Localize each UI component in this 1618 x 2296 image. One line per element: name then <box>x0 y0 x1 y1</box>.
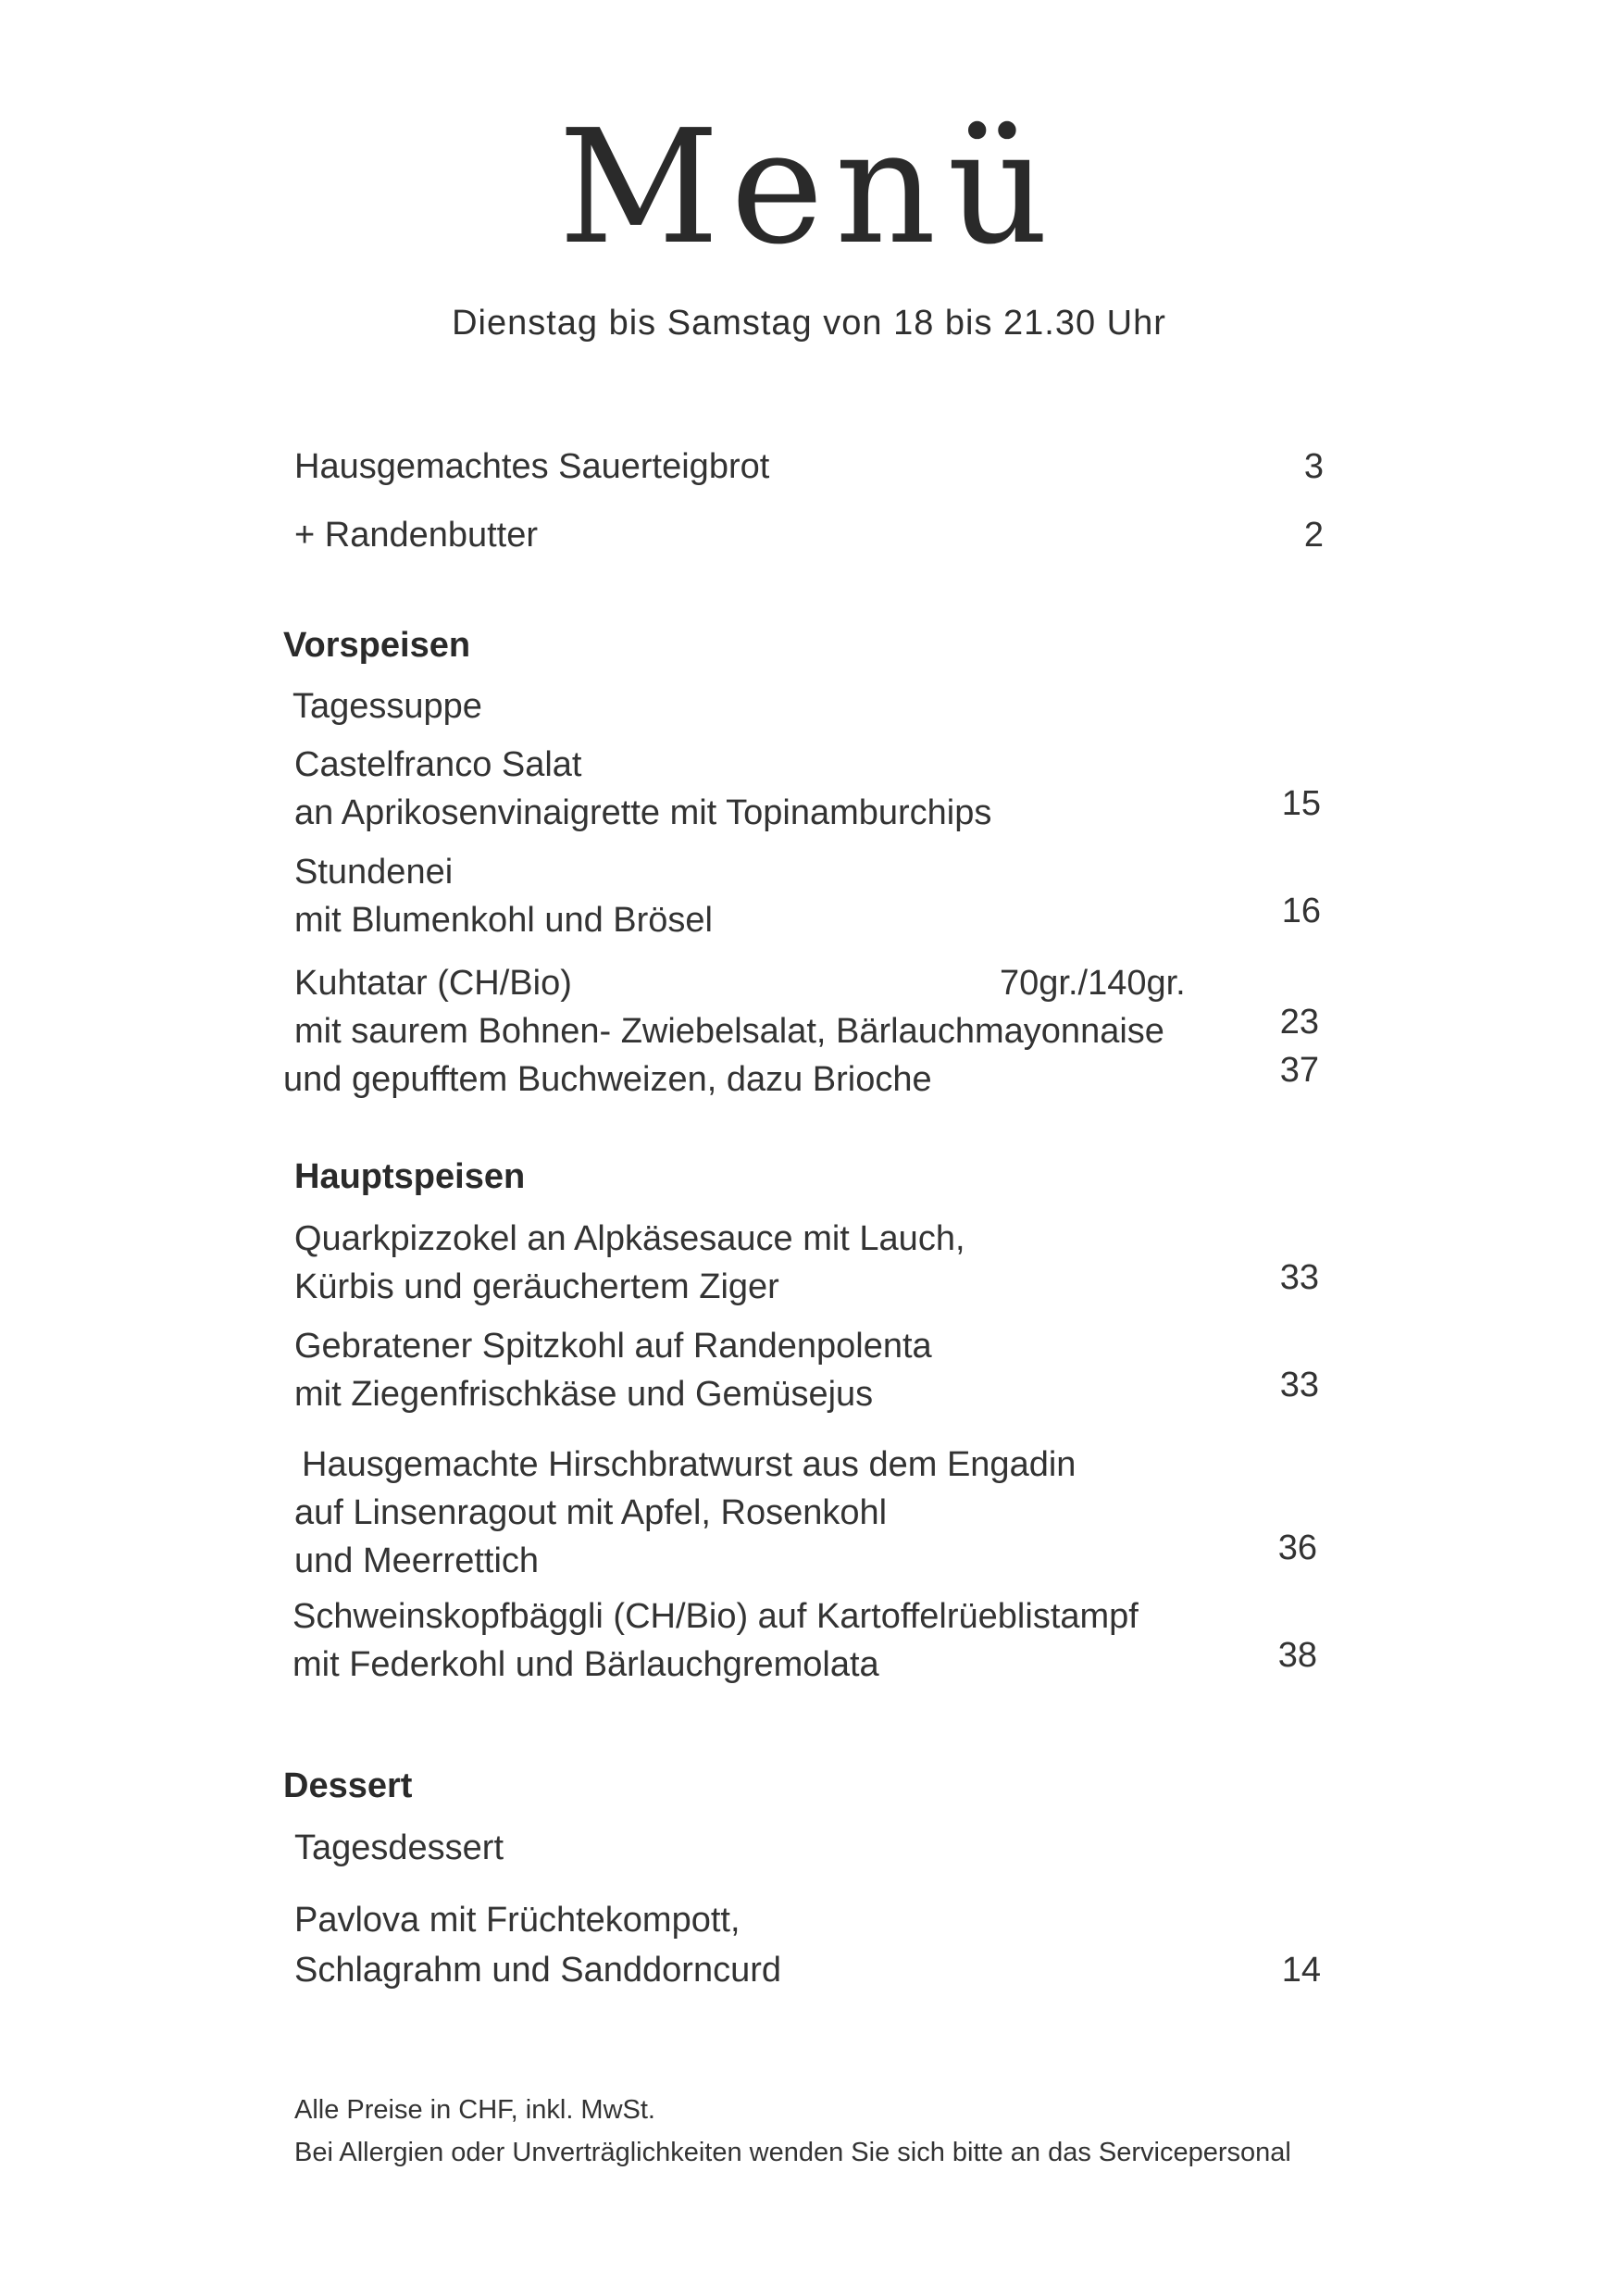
menu-item-price: 14 <box>1281 1951 1321 1990</box>
menu-item-tagessuppe: Tagessuppe <box>292 687 482 726</box>
menu-item-price: 15 <box>1281 784 1321 823</box>
menu-item-line: Pavlova mit Früchtekompott, <box>294 1901 741 1940</box>
menu-item-tagesdessert: Tagesdessert <box>294 1828 504 1867</box>
menu-item-price: 33 <box>1279 1366 1319 1404</box>
menu-item-description: Schlagrahm und Sanddorncurd <box>294 1951 782 1990</box>
prices-note: Alle Preise in CHF, inkl. MwSt. <box>294 2095 655 2125</box>
menu-item-price-small: 23 <box>1279 1003 1319 1042</box>
menu-item-line: Gebratener Spitzkohl auf Randenpolenta <box>294 1327 932 1366</box>
menu-item-price: 33 <box>1279 1258 1319 1297</box>
section-heading-hauptspeisen: Hauptspeisen <box>294 1157 526 1196</box>
menu-item-line: Stundenei <box>294 853 454 892</box>
section-heading-vorspeisen: Vorspeisen <box>283 626 471 665</box>
menu-item-portion-size: 70gr./140gr. <box>1000 964 1186 1003</box>
menu-item-description: mit Ziegenfrischkäse und Gemüsejus <box>294 1375 874 1414</box>
menu-item-description: mit Blumenkohl und Brösel <box>294 901 713 940</box>
menu-item-line: Castelfranco Salat <box>294 745 582 784</box>
menu-item-line: Kuhtatar (CH/Bio) <box>294 964 572 1003</box>
opening-hours: Dienstag bis Samstag von 18 bis 21.30 Uhr <box>452 304 1166 343</box>
menu-item-description: Kürbis und geräuchertem Ziger <box>294 1267 779 1306</box>
menu-title: Menü <box>558 96 1060 280</box>
bread-item-price: 3 <box>1303 447 1324 486</box>
menu-item-price: 38 <box>1277 1636 1317 1675</box>
menu-item-line: Schweinskopfbäggli (CH/Bio) auf Kartoffelrüeblistampf <box>292 1597 1139 1636</box>
butter-item-name: + Randenbutter <box>294 516 539 555</box>
menu-item-description: und gepufftem Buchweizen, dazu Brioche <box>283 1060 932 1099</box>
section-heading-dessert: Dessert <box>283 1766 413 1805</box>
menu-item-description: auf Linsenragout mit Apfel, Rosenkohl <box>294 1493 888 1532</box>
menu-item-description: mit saurem Bohnen- Zwiebelsalat, Bärlauchmayonnaise <box>294 1012 1164 1051</box>
menu-item-description: und Meerrettich <box>294 1541 540 1580</box>
bread-item-name: Hausgemachtes Sauerteigbrot <box>294 447 770 486</box>
menu-item-price-large: 37 <box>1279 1051 1319 1090</box>
menu-item-description: mit Federkohl und Bärlauchgremolata <box>292 1645 879 1684</box>
butter-item-price: 2 <box>1303 516 1324 555</box>
menu-item-line: Quarkpizzokel an Alpkäsesauce mit Lauch, <box>294 1219 965 1258</box>
menu-item-price: 16 <box>1281 892 1321 930</box>
menu-item-description: an Aprikosenvinaigrette mit Topinamburchips <box>294 793 992 832</box>
menu-item-price: 36 <box>1277 1529 1317 1567</box>
allergy-note: Bei Allergien oder Unverträglichkeiten wenden Sie sich bitte an das Servicepersonal <box>294 2138 1291 2167</box>
menu-item-line: Hausgemachte Hirschbratwurst aus dem Engadin <box>302 1445 1077 1484</box>
